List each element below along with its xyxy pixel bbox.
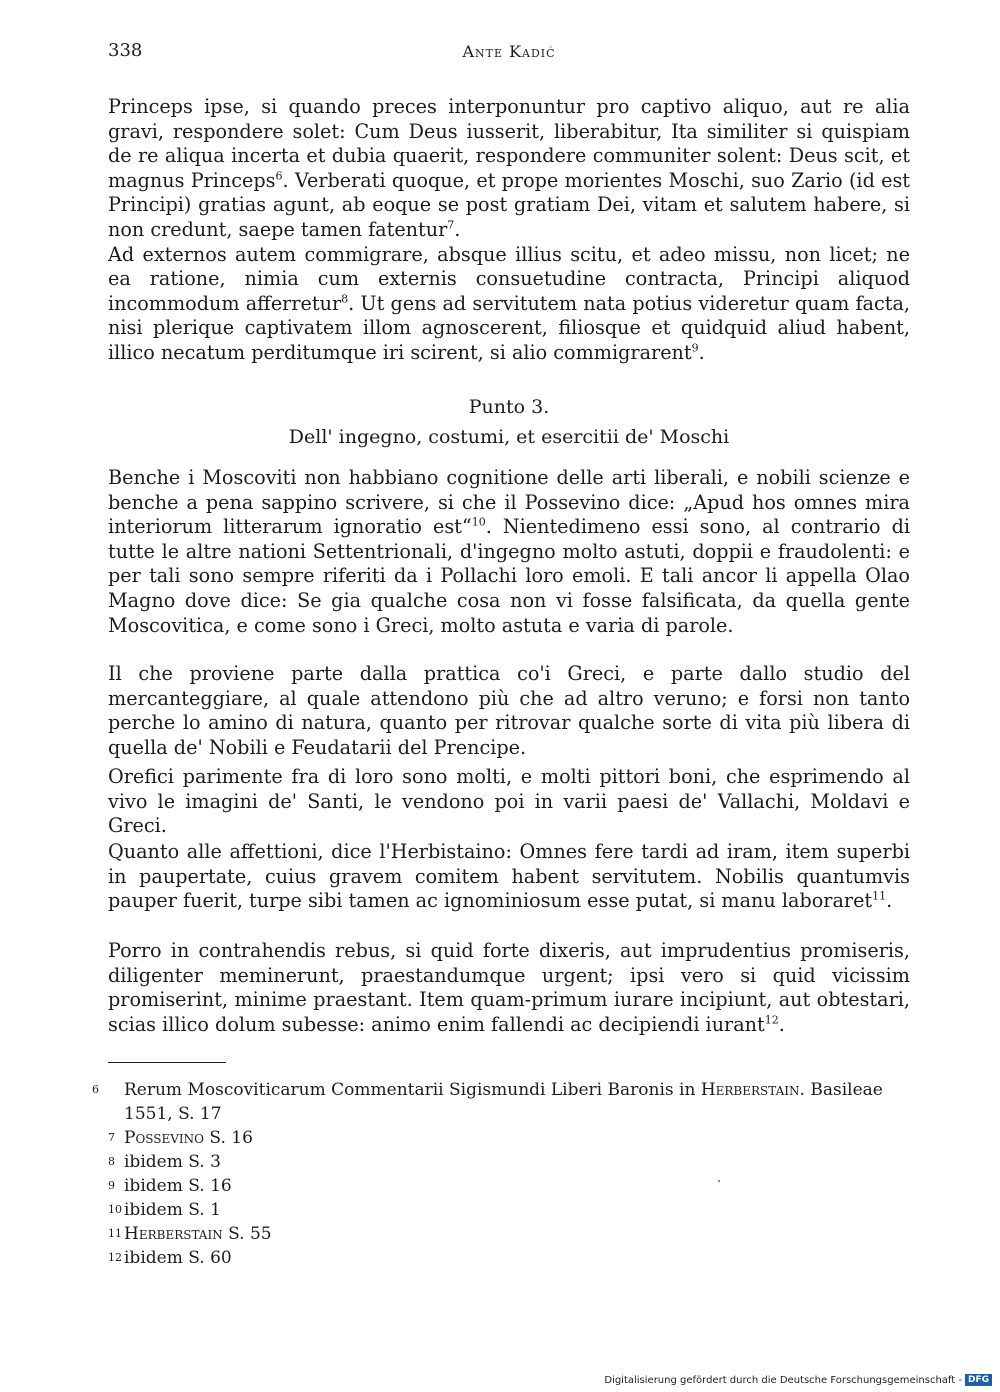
footnote-divider: [108, 1062, 226, 1063]
footnote-11: 11 Herberstain S. 55: [108, 1224, 272, 1244]
footnote-6: 6 Rerum Moscoviticarum Commentarii Sigismundi Liberi Baronis in Herberstain. Basileae 1551, S. 17: [92, 1080, 883, 1124]
footnotes: [92, 1078, 910, 1270]
footnote-ref[interactable]: 10: [471, 515, 486, 529]
body-paragraph-orefici: Orefici parimente fra di loro sono molti, e molti pittori boni, che esprimendo al vivo le imagini de' Santi, le vendono poi in varii paesi de' Vallachi, Moldavi e Greci.: [108, 765, 910, 838]
body-paragraph-porro: Porro in contrahendis rebus, si quid forte dixeris, aut imprudentius promiseris, diligenter meminerunt, praestandumque urgent; ipsi vero si quid vicissim promiserint, minime praestant. Item quam-primum iurare incipiunt, aut obtestari, scias illico dolum subesse: animo enim fallendi ac decipiendi iurant$^{12}$.: [108, 939, 910, 1036]
scan-speck: [718, 1180, 720, 1182]
running-head: Ante Kadić: [462, 42, 556, 61]
body-paragraph-benche: Benche i Moscoviti non habbiano cognitione delle arti liberali, e nobili scienze e benche a pena sappino scrivere, si che il Possevino dice: „Apud hos omnes mira interiorum litterarum ignoratio est“$^{10}$. Nientedimeno essi sono, al contrario di tutte le altre nationi Settentrionali, d'ingegno molto astuti, doppii e fraudolenti: e per tali sono sempre riferiti da i Pollachi loro emoli. E tali ancor li appella Olao Magno dove dice: Se gia qualche cosa non vi fosse falsificata, da quella gente Moscovitica, e come sono i Greci, molto astuta e varia di parole.: [108, 466, 911, 637]
footnote-ref[interactable]: 8: [341, 292, 349, 306]
dfg-logo[interactable]: DFG: [965, 1374, 992, 1386]
footnote-ref[interactable]: 7: [447, 218, 455, 232]
footnote-7: 7 Possevino S. 16: [108, 1128, 253, 1148]
page-header: [108, 40, 910, 70]
footnote-9: 9 ibidem S. 16: [108, 1176, 232, 1196]
footnote-ref[interactable]: 12: [764, 1013, 779, 1027]
credit-text: Digitalisierung gefördert durch die Deutsche Forschungsgemeinschaft -: [604, 1374, 962, 1386]
footnote-10: 10 ibidem S. 1: [108, 1200, 221, 1220]
footnote-ref[interactable]: 9: [691, 341, 699, 355]
footnote-ref[interactable]: 11: [872, 889, 887, 903]
section-title: Dell' ingegno, costumi, et esercitii de' Moschi: [288, 426, 730, 448]
body-paragraph-1: [108, 95, 910, 366]
footnote-8: 8 ibidem S. 3: [108, 1152, 221, 1172]
footnote-ref[interactable]: 6: [275, 169, 283, 183]
footnote-12: 12 ibidem S. 60: [108, 1248, 232, 1268]
paragraph-princeps: Princeps ipse, si quando preces interponuntur pro captivo aliquo, aut re alia gravi, respondere solet: Cum Deus iusserit, liberabitur, Ita similiter si quispiam de re aliqua incerta et dubia quaerit, respondere communiter solent: Deus scit, et magnus Princeps$^6$. Verberati quoque, et prope morientes Moschi, suo Zario (id est Principi) gratias agunt, ab eoque se post gratiam Dei, vitam et salutem habere, si non credunt, saepe tamen fatentur$^7$.: [108, 95, 910, 241]
digitization-credit: [604, 1374, 992, 1386]
section-number: Punto 3.: [468, 396, 550, 418]
paragraph-ad-externos: Ad externos autem commigrare, absque illius scitu, et adeo missu, non licet; ne ea ratione, nimia cum externis consuetudine contracta, Principi aliquod incommodum afferretur$^8$. Ut gens ad servitutem nata potius videretur quam facta, nisi plerique captivatem illom agnoscerent, filiosque et quidquid aliud habent, illico necatum perditumque iri scirent, si alio commigrarent$^9$.: [108, 242, 910, 364]
body-paragraph-quanto: Quanto alle affettioni, dice l'Herbistaino: Omnes fere tardi ad iram, item superbi in paupertate, cuius gravem comitem habent servitutem. Nobilis quantumvis pauper fuerit, turpe sibi tamen ac ignominiosum esse putat, si manu laboraret$^{11}$.: [108, 840, 910, 913]
body-paragraph-il-che: Il che proviene parte dalla prattica co'i Greci, e parte dallo studio del mercanteggiare, al quale attendono più che ad altro veruno; e forsi non tanto perche lo amino di natura, quanto per ritrovar qualche sorte di vita più libera di quella de' Nobili e Feudatarii del Prencipe.: [108, 662, 910, 759]
page-number: 338: [108, 40, 143, 61]
